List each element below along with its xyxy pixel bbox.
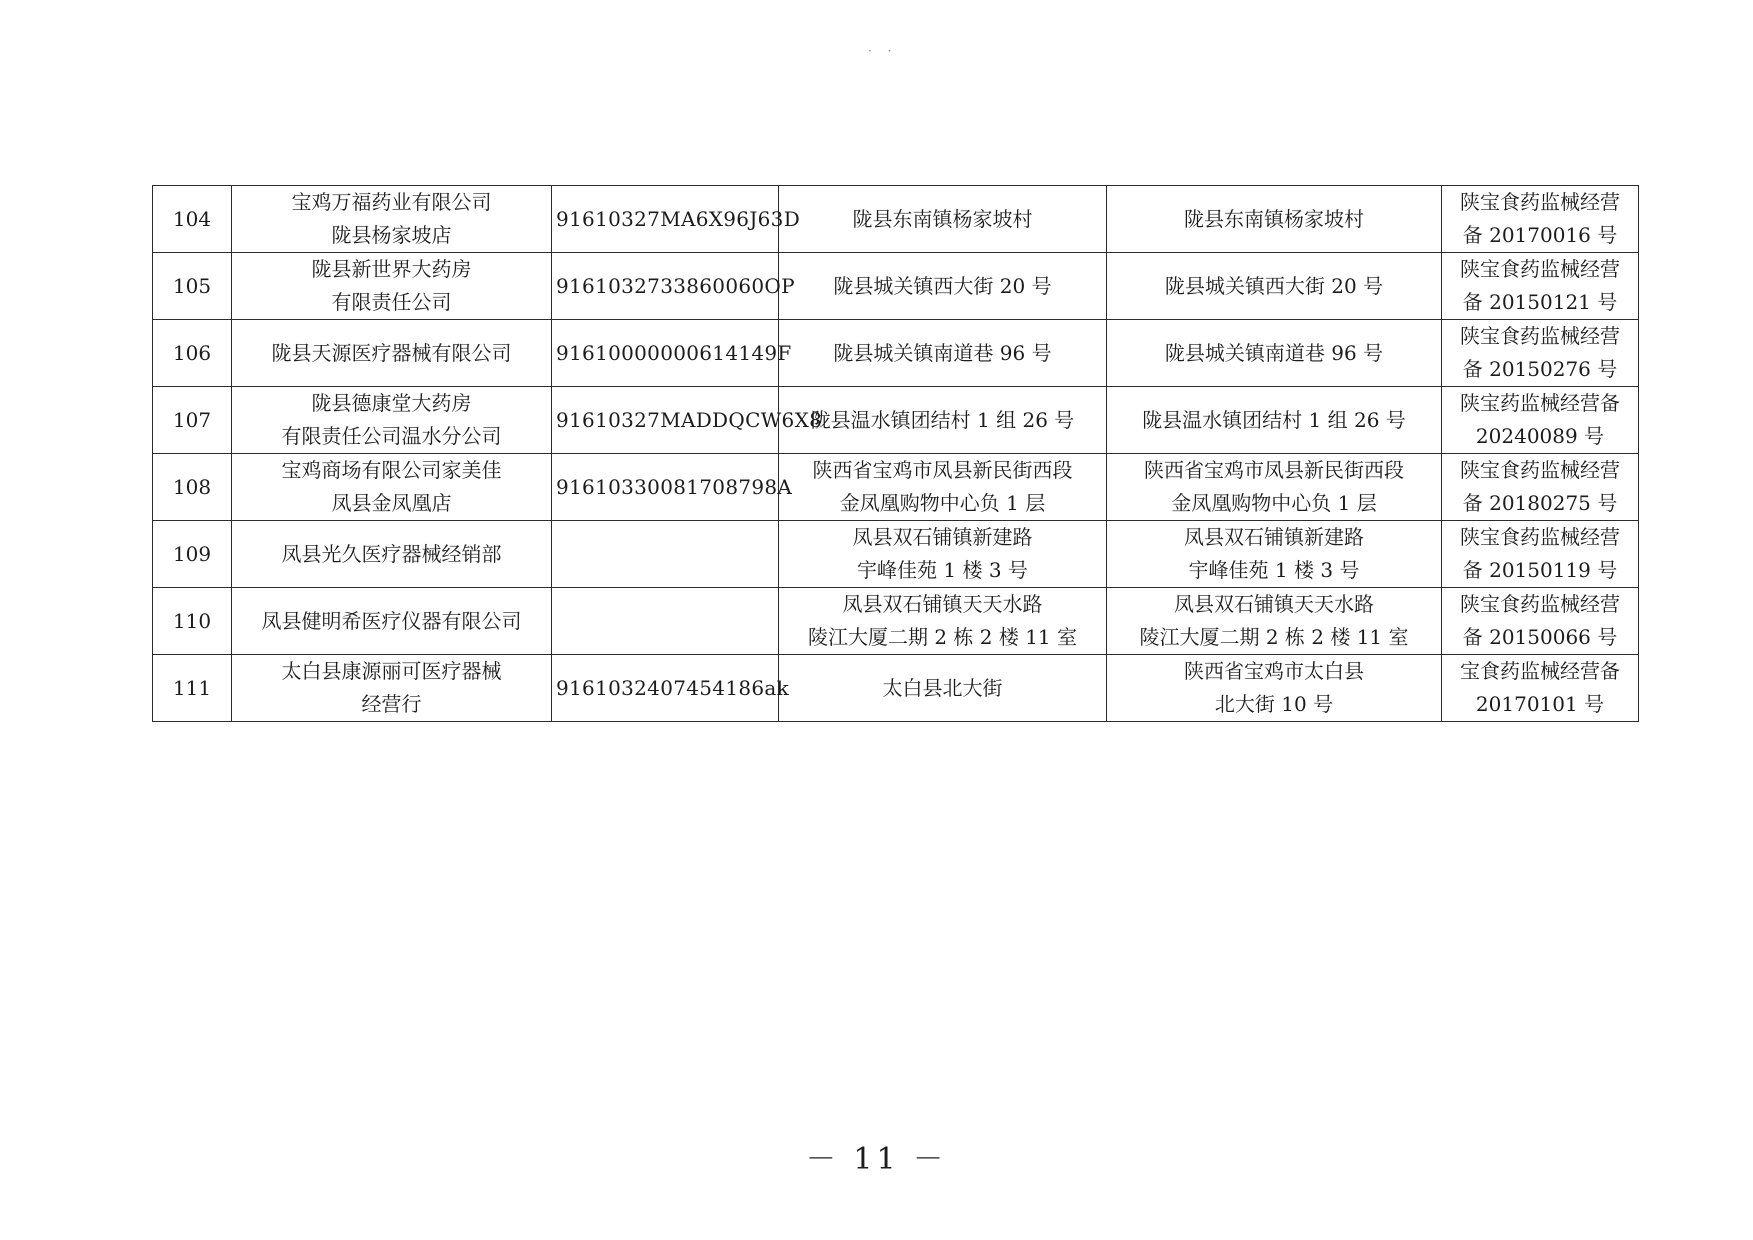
business-address-cell: [779, 320, 1107, 387]
table-row: [153, 186, 1639, 253]
record-number-line: 陕宝食药监械经营: [1460, 592, 1620, 616]
table-row: [153, 253, 1639, 320]
record-number-cell: [1442, 387, 1639, 454]
table-row: [153, 521, 1639, 588]
business-address-line: 陵江大厦二期 2 栋 2 楼 11 室: [807, 625, 1078, 649]
storage-address-line: 陕西省宝鸡市凤县新民街西段: [1144, 458, 1404, 482]
storage-address-cell: [1107, 186, 1442, 253]
storage-address-cell: [1107, 253, 1442, 320]
record-number-cell: [1442, 588, 1639, 655]
company-name-line: 凤县金凤凰店: [331, 491, 452, 515]
company-name-line: 经营行: [361, 692, 422, 716]
row-number-cell: 104: [153, 186, 232, 253]
records-table-body: [153, 186, 1639, 722]
table-row: [153, 588, 1639, 655]
company-name-line: 有限责任公司: [331, 290, 452, 314]
storage-address-cell: [1107, 588, 1442, 655]
credit-code-cell: 91610327MADDQCW6X8: [552, 387, 779, 454]
storage-address-cell: [1107, 320, 1442, 387]
business-address-cell: [779, 588, 1107, 655]
business-address-line: 宇峰佳苑 1 楼 3 号: [857, 558, 1028, 582]
company-name-line: 陇县天源医疗器械有限公司: [271, 340, 512, 365]
storage-address-line: 北大街 10 号: [1214, 692, 1334, 716]
record-number-cell: [1442, 253, 1639, 320]
record-number-line: 备 20150121 号: [1462, 290, 1618, 314]
storage-address-line: 陵江大厦二期 2 栋 2 楼 11 室: [1139, 625, 1409, 649]
row-number-cell: 106: [153, 320, 232, 387]
record-number-line: 陕宝食药监械经营: [1460, 324, 1620, 348]
record-number-cell: [1442, 521, 1639, 588]
business-address-cell: [779, 655, 1107, 722]
business-address-cell: [779, 454, 1107, 521]
record-number-line: 宝食药监械经营备: [1460, 659, 1620, 683]
credit-code-cell: [552, 521, 779, 588]
row-number-cell: 109: [153, 521, 232, 588]
storage-address-line: 陇县温水镇团结村 1 组 26 号: [1142, 407, 1406, 432]
company-name-line: 凤县光久医疗器械经销部: [281, 541, 502, 566]
row-number-cell: 111: [153, 655, 232, 722]
storage-address-line: 凤县双石铺镇天天水路: [1174, 592, 1374, 616]
credit-code-cell: 9161032733860060OP: [552, 253, 779, 320]
table-row: [153, 320, 1639, 387]
company-name-line: 陇县德康堂大药房: [311, 391, 472, 415]
company-name-cell: [232, 454, 552, 521]
record-number-line: 陕宝药监械经营备: [1460, 391, 1620, 415]
business-address-line: 陕西省宝鸡市凤县新民街西段: [812, 458, 1073, 482]
credit-code-cell: 9161032407454186ak: [552, 655, 779, 722]
business-address-line: 陇县城关镇西大街 20 号: [833, 273, 1052, 298]
credit-code-cell: [552, 588, 779, 655]
row-number-cell: 105: [153, 253, 232, 320]
record-number-line: 陕宝食药监械经营: [1460, 525, 1620, 549]
storage-address-cell: [1107, 387, 1442, 454]
business-address-line: 太白县北大街: [882, 675, 1003, 700]
business-address-line: 凤县双石铺镇天天水路: [842, 592, 1043, 616]
company-name-cell: [232, 521, 552, 588]
storage-address-line: 陇县东南镇杨家坡村: [1184, 206, 1364, 231]
row-number-cell: 107: [153, 387, 232, 454]
record-number-cell: [1442, 320, 1639, 387]
record-number-line: 陕宝食药监械经营: [1460, 190, 1620, 214]
table-row: [153, 387, 1639, 454]
record-number-line: 陕宝食药监械经营: [1460, 458, 1620, 482]
company-name-cell: [232, 387, 552, 454]
credit-code-cell: 91610327MA6X96J63D: [552, 186, 779, 253]
company-name-cell: [232, 588, 552, 655]
business-address-line: 陇县温水镇团结村 1 组 26 号: [810, 407, 1075, 432]
company-name-cell: [232, 655, 552, 722]
row-number-cell: 108: [153, 454, 232, 521]
record-number-cell: [1442, 655, 1639, 722]
record-number-line: 陕宝食药监械经营: [1460, 257, 1620, 281]
business-address-cell: [779, 521, 1107, 588]
scan-marks: · ·: [868, 44, 898, 58]
storage-address-line: 陇县城关镇南道巷 96 号: [1164, 340, 1384, 365]
record-number-line: 20240089 号: [1475, 424, 1605, 448]
record-number-line: 备 20170016 号: [1462, 223, 1618, 247]
company-name-line: 宝鸡万福药业有限公司: [291, 190, 492, 214]
business-address-cell: [779, 387, 1107, 454]
company-name-cell: [232, 186, 552, 253]
company-name-line: 太白县康源丽可医疗器械: [281, 659, 502, 683]
company-name-line: 陇县杨家坡店: [331, 223, 452, 247]
record-number-line: 备 20150066 号: [1462, 625, 1618, 649]
company-name-cell: [232, 320, 552, 387]
company-name-line: 有限责任公司温水分公司: [281, 424, 502, 448]
business-address-line: 陇县城关镇南道巷 96 号: [833, 340, 1052, 365]
record-number-line: 备 20150119 号: [1462, 558, 1618, 582]
storage-address-cell: [1107, 454, 1442, 521]
storage-address-cell: [1107, 521, 1442, 588]
record-number-cell: [1442, 186, 1639, 253]
business-address-line: 陇县东南镇杨家坡村: [852, 206, 1033, 231]
row-number-cell: 110: [153, 588, 232, 655]
business-address-line: 凤县双石铺镇新建路: [852, 525, 1033, 549]
storage-address-line: 金凤凰购物中心负 1 层: [1171, 491, 1377, 515]
record-number-line: 备 20180275 号: [1462, 491, 1618, 515]
credit-code-cell: 91610000000614149F: [552, 320, 779, 387]
company-name-line: 凤县健明希医疗仪器有限公司: [261, 608, 522, 633]
record-number-cell: [1442, 454, 1639, 521]
credit-code-cell: 91610330081708798A: [552, 454, 779, 521]
storage-address-cell: [1107, 655, 1442, 722]
company-name-cell: [232, 253, 552, 320]
business-address-cell: [779, 253, 1107, 320]
table-row: [153, 454, 1639, 521]
storage-address-line: 凤县双石铺镇新建路: [1184, 525, 1364, 549]
page-number: － 11 －: [805, 1142, 948, 1177]
company-name-line: 宝鸡商场有限公司家美佳: [281, 458, 502, 482]
storage-address-line: 陇县城关镇西大街 20 号: [1164, 273, 1384, 298]
business-address-line: 金凤凰购物中心负 1 层: [839, 491, 1046, 515]
business-address-cell: [779, 186, 1107, 253]
company-name-line: 陇县新世界大药房: [311, 257, 472, 281]
records-table: [152, 185, 1639, 722]
record-number-line: 备 20150276 号: [1462, 357, 1618, 381]
record-number-line: 20170101 号: [1475, 692, 1605, 716]
storage-address-line: 陕西省宝鸡市太白县: [1184, 659, 1364, 683]
table-row: [153, 655, 1639, 722]
storage-address-line: 宇峰佳苑 1 楼 3 号: [1188, 558, 1360, 582]
